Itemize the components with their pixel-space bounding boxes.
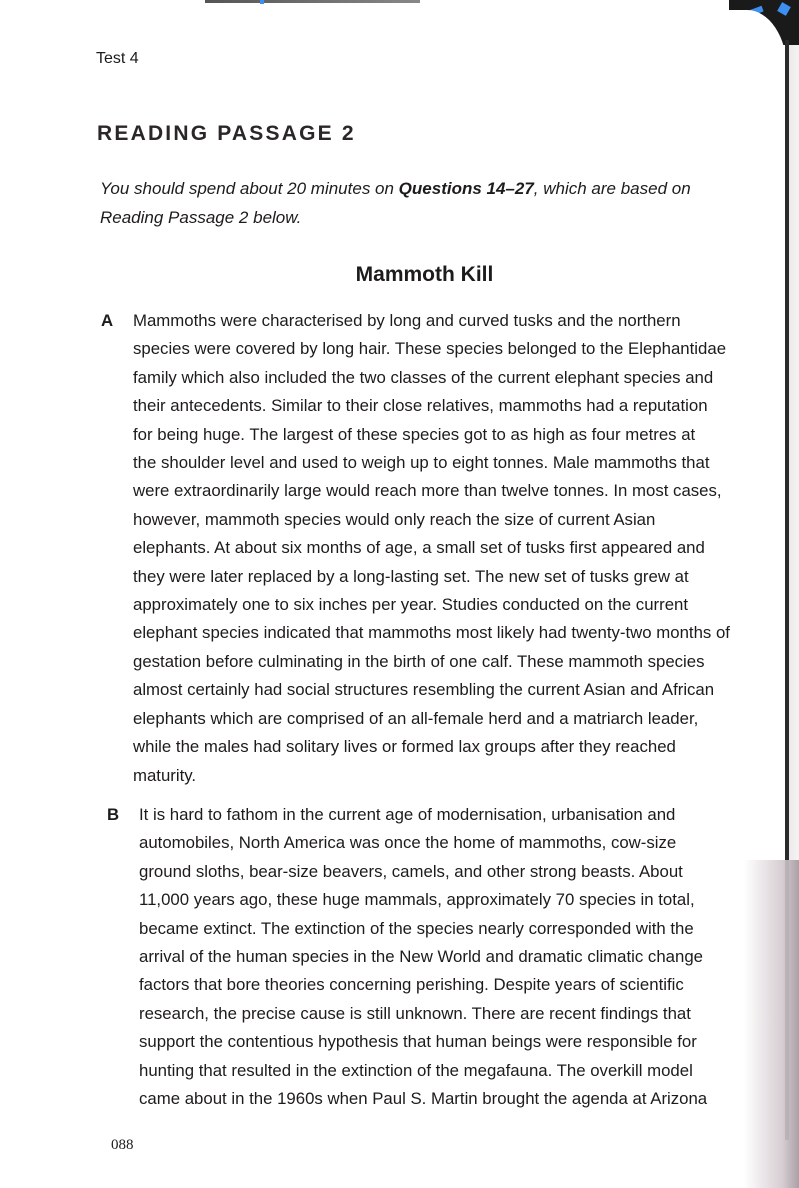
text-line: factors that bore theories concerning perishing. Despite years of scientific (139, 975, 684, 995)
text-line: automobiles, North America was once the home of mammoths, cow-size (139, 833, 677, 853)
text-line: ground sloths, bear-size beavers, camels, and other strong beasts. About (139, 861, 683, 881)
text-line: became extinct. The extinction of the species nearly corresponded with the (139, 918, 694, 938)
text-line: It is hard to fathom in the current age of modernisation, urbanisation and (139, 805, 676, 824)
top-scan-edge (205, 0, 420, 3)
text-line: support the contentious hypothesis that human beings were responsible for (139, 1032, 697, 1052)
text-line: family which also included the two classes of the current elephant species and (133, 367, 714, 387)
text-line: maturity. (133, 765, 197, 785)
instructions-line2: Reading Passage 2 below. (100, 208, 302, 227)
text-line: approximately one to six inches per year. Studies conducted on the current (133, 595, 689, 615)
text-line: gestation before culminating in the birth of one calf. These mammoth species (133, 651, 705, 671)
passage-title: Mammoth Kill (355, 263, 494, 286)
text-line: elephant species indicated that mammoths most likely had twenty-two months of (133, 623, 730, 643)
text-line: species were covered by long hair. These species belonged to the Elephantidae (133, 339, 727, 359)
page-number: 088 (111, 1137, 134, 1153)
instructions (100, 174, 740, 232)
section-heading: READING PASSAGE 2 (97, 122, 356, 145)
instructions-suffix: , which are based on (533, 179, 691, 198)
questions-range: Questions 14–27 (398, 179, 534, 198)
text-line: hunting that resulted in the extinction of the megafauna. The overkill model (139, 1060, 693, 1080)
text-line: arrival of the human species in the New World and dramatic climatic change (139, 947, 703, 967)
text-line: research, the precise cause is still unknown. There are recent findings that (139, 1003, 691, 1023)
text-line: while the males had solitary lives or formed lax groups after they reached (133, 737, 676, 757)
text-line: elephants which are comprised of an all-female herd and a matriarch leader, (133, 708, 699, 728)
text-line: the shoulder level and used to weigh up to eight tonnes. Male mammoths that (133, 453, 710, 473)
test-label: Test 4 (96, 50, 139, 67)
text-line: almost certainly had social structures resembling the current Asian and African (133, 680, 715, 700)
paragraph-text (133, 307, 753, 790)
text-line: 11,000 years ago, these huge mammals, approximately 70 species in total, (139, 890, 695, 910)
text-line: their antecedents. Similar to their close relatives, mammoths had a reputation (133, 396, 708, 416)
text-line: they were later replaced by a long-lasting set. The new set of tusks grew at (133, 566, 689, 586)
text-line: however, mammoth species would only reach the size of current Asian (133, 509, 656, 529)
paragraph-text (139, 801, 759, 1113)
text-line: elephants. At about six months of age, a small set of tusks first appeared and (133, 538, 705, 558)
instructions-prefix: You should spend about 20 minutes on (100, 179, 399, 198)
text-line: for being huge. The largest of these species got to as high as four metres at (133, 424, 696, 444)
paragraph-letter: A (101, 311, 114, 330)
text-line: Mammoths were characterised by long and curved tusks and the northern (133, 311, 681, 330)
text-line: came about in the 1960s when Paul S. Martin brought the agenda at Arizona (139, 1089, 708, 1109)
paragraph-letter: B (107, 805, 120, 824)
text-line: were extraordinarily large would reach more than twelve tonnes. In most cases, (133, 481, 722, 501)
